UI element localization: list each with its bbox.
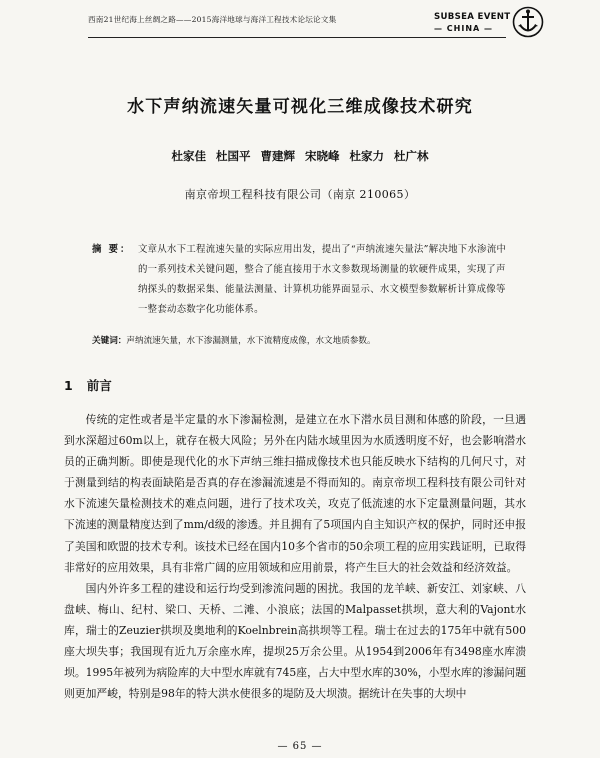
page-number: — 65 — [277,741,323,752]
keywords-text: 声纳流速矢量，水下渗漏测量，水下流精度成像，水文地质参数。 [126,336,376,346]
paper-title: 水下声纳流速矢量可视化三维成像技术研究 [127,97,473,117]
subsea-event-logo-text [434,12,512,34]
anchor-emblem-icon [512,6,544,38]
logo-line-1: SUBSEA EVENT [434,12,511,22]
abstract-text: 文章从水下工程流速矢量的实际应用出发，提出了“声纳流速矢量法”解决地下水渗流中的一系列技术关键问题，整合了能直接用于水文参数现场测量的软硬件成果，实现了声纳探头的数据采集、能量法测量、计算机功能界面显示、水文模型参数解析计算成像等一整套动态数字化功能体系。 [138,244,507,315]
section-title: 前言 [86,378,112,393]
running-header: 西南21世纪海上丝绸之路——2015海洋地球与海洋工程技术论坛论文集 [88,15,337,24]
author-list: 杜家佳 杜国平 曹建辉 宋晓峰 杜家力 杜广林 [171,149,429,163]
keywords [92,334,522,346]
body-text [64,409,526,704]
logo-line-2: — CHINA — [434,24,493,33]
section-heading [64,376,112,394]
header-rule [88,37,506,38]
body-paragraph-1: 传统的定性或者是半定量的水下渗漏检测，是建立在水下潜水员目测和体感的阶段，一旦遇到水深超过60m以上，就存在极大风险；另外在内陆水域里因为水质透明度不好，也会影响潜水员的正确判断。即使是现代化的水下声纳三维扫描成像技术也只能反映水下结构的几何尺寸，对于测量到结的构表面缺陷是否真的存在渗漏流速是不得而知的。南京帝坝工程科技有限公司针对水下流速矢量检测技术的难点问题，进行了技术攻关，攻克了低流速的水下定量测量问题，其水下流速的测量精度达到了mm/d级的渗透。并且拥有了5项国内自主知识产权的保护，同时还申报了美国和欧盟的技术专利。该技术已经在国内10多个省市的50余项工程的应用实践证明，已取得非常好的应用效果，具有非常广阔的应用领域和应用前景，将产生巨大的社会效益和经济效益。 [64,413,526,574]
keywords-label: 关键词： [92,336,127,346]
body-paragraph-2: 国内外许多工程的建设和运行均受到渗流问题的困扰。我国的龙羊峡、新安江、刘家峡、八盘峡、梅山、纪村、梁口、天桥、二滩、小浪底；法国的Malpasset拱坝，意大利的Vajont水库，瑞士的Zeuzier拱坝及奥地利的Koelnbrein高拱坝等工程。瑞士在过去的175年中就有500座大坝失事；我国现有近九万余座水库，提坝25万余公里。从1954到2006年有3498座水库溃坝。1995年被列为病险库的大中型水库就有745座，占大中型水库的30%，小型水库的渗漏问题则更加严峻，特别是98年的特大洪水使很多的堤防及大坝溃。据统计在失事的大坝中 [64,581,526,701]
affiliation: 南京帝坝工程科技有限公司（南京 210065） [184,188,416,201]
abstract [92,240,512,320]
abstract-label: 摘 要： [92,244,132,255]
section-number: 1 [64,378,73,393]
